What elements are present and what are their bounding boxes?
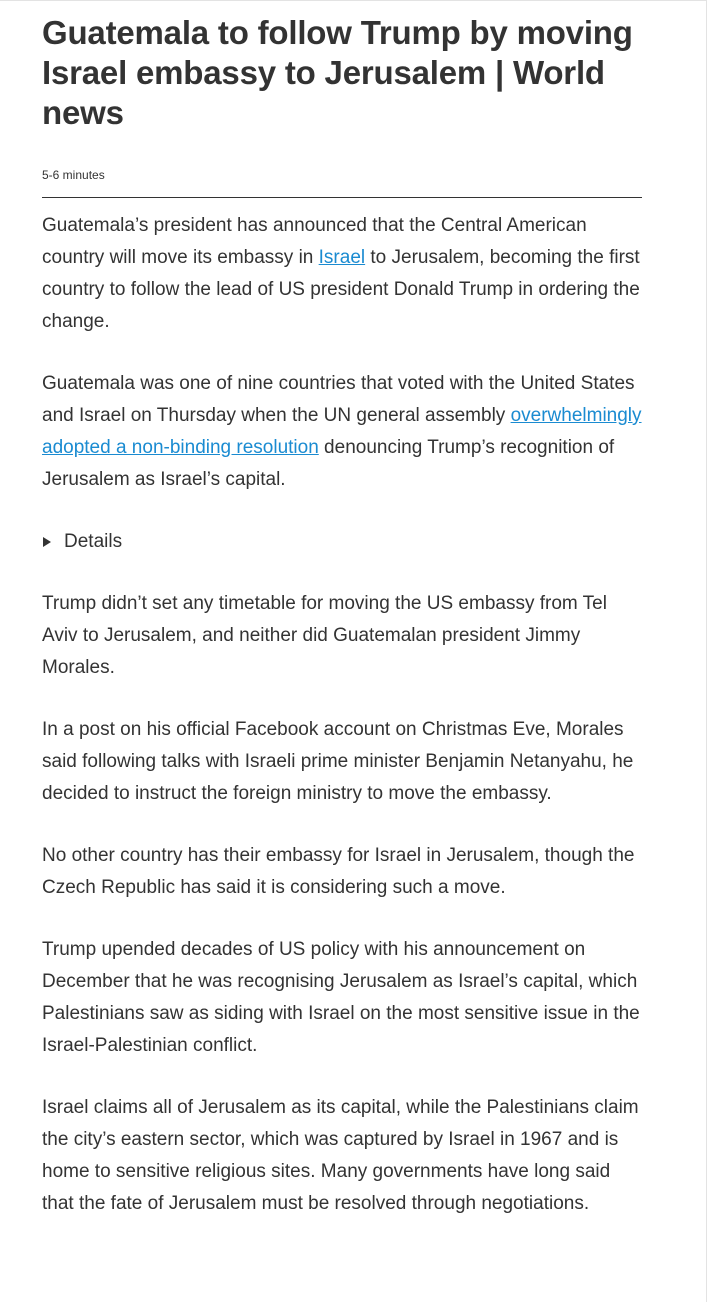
paragraph-5: No other country has their embassy for Israel in Jerusalem, though the Czech Republic has said it is considering such a move. xyxy=(42,845,635,898)
header-divider xyxy=(42,197,642,198)
article-title: Guatemala to follow Trump by moving Israel embassy to Jerusalem | World news xyxy=(42,14,633,131)
resolution-link[interactable]: overwhelmingly adopted a non-binding resolution xyxy=(42,405,642,458)
paragraph-3: Trump didn’t set any timetable for moving the US embassy from Tel Aviv to Jerusalem, and neither did Guatemalan president Jimmy Morales. xyxy=(42,593,607,678)
paragraph-1-text-a: Guatemala’s president has announced that the Central American country will move its embassy in xyxy=(42,215,587,268)
read-time: 5-6 minutes xyxy=(42,168,105,182)
details-disclosure[interactable] xyxy=(42,526,642,558)
paragraph-2 xyxy=(42,368,642,496)
paragraph-7: Israel claims all of Jerusalem as its capital, while the Palestinians claim the city’s eastern sector, which was captured by Israel in 1967 and is home to sensitive religious sites. Many governments have long said that the fate of Jerusalem must be resolved through negotiations. xyxy=(42,1097,639,1214)
article-body xyxy=(42,210,642,1220)
paragraph-1-text-b: to Jerusalem, becoming the first country to follow the lead of US president Donald Trump in ordering the change. xyxy=(42,247,640,332)
paragraph-6: Trump upended decades of US policy with his announcement on December that he was recognising Jerusalem as Israel’s capital, which Palestinians saw as siding with Israel on the most sensitive issue in the Israel-Palestinian conflict. xyxy=(42,939,640,1056)
paragraph-4: In a post on his official Facebook account on Christmas Eve, Morales said following talks with Israeli prime minister Benjamin Netanyahu, he decided to instruct the foreign ministry to move the embassy. xyxy=(42,719,634,804)
paragraph-2-text-b: denouncing Trump’s recognition of Jerusalem as Israel’s capital. xyxy=(42,437,615,490)
details-label: Details xyxy=(64,531,123,552)
disclosure-triangle-icon xyxy=(43,537,51,547)
israel-link[interactable]: Israel xyxy=(318,247,366,268)
paragraph-2-text-a: Guatemala was one of nine countries that voted with the United States and Israel on Thursday when the UN general assembly xyxy=(42,373,635,426)
article xyxy=(42,13,642,1250)
paragraph-1 xyxy=(42,210,642,338)
